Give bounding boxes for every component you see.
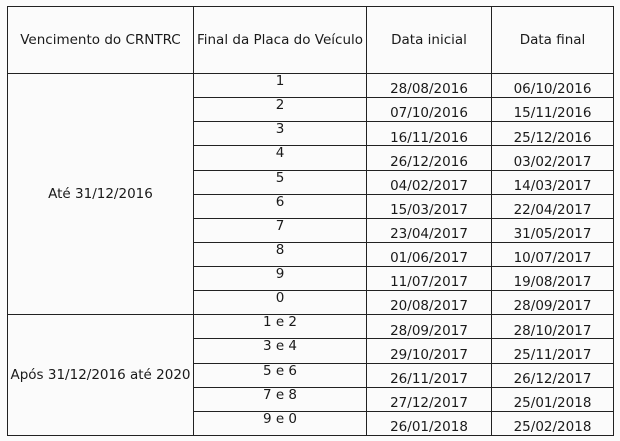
plate-final: 1	[194, 74, 367, 98]
start-date: 26/12/2016	[367, 146, 492, 170]
group-label: Após 31/12/2016 até 2020	[8, 315, 194, 436]
table-row	[8, 315, 614, 339]
plate-final: 2	[194, 98, 367, 122]
header-final-placa: Final da Placa do Veículo	[194, 7, 367, 74]
start-date: 27/12/2017	[367, 387, 492, 411]
plate-final: 1 e 2	[194, 315, 367, 339]
start-date: 23/04/2017	[367, 218, 492, 242]
plate-final: 9	[194, 267, 367, 291]
start-date: 04/02/2017	[367, 170, 492, 194]
start-date: 26/11/2017	[367, 363, 492, 387]
end-date: 31/05/2017	[492, 218, 614, 242]
end-date: 22/04/2017	[492, 194, 614, 218]
end-date: 06/10/2016	[492, 74, 614, 98]
start-date: 26/01/2018	[367, 411, 492, 435]
end-date: 28/10/2017	[492, 315, 614, 339]
end-date: 28/09/2017	[492, 291, 614, 315]
plate-final: 3 e 4	[194, 339, 367, 363]
start-date: 15/03/2017	[367, 194, 492, 218]
table-row	[8, 74, 614, 98]
start-date: 29/10/2017	[367, 339, 492, 363]
start-date: 01/06/2017	[367, 242, 492, 266]
plate-final: 9 e 0	[194, 411, 367, 435]
start-date: 28/08/2016	[367, 74, 492, 98]
end-date: 15/11/2016	[492, 98, 614, 122]
start-date: 20/08/2017	[367, 291, 492, 315]
header-data-inicial: Data inicial	[367, 7, 492, 74]
header-data-final: Data final	[492, 7, 614, 74]
end-date: 03/02/2017	[492, 146, 614, 170]
plate-final: 5	[194, 170, 367, 194]
end-date: 25/11/2017	[492, 339, 614, 363]
start-date: 28/09/2017	[367, 315, 492, 339]
end-date: 25/12/2016	[492, 122, 614, 146]
plate-final: 7	[194, 218, 367, 242]
header-vencimento: Vencimento do CRNTRC	[8, 7, 194, 74]
plate-final: 7 e 8	[194, 387, 367, 411]
plate-final: 0	[194, 291, 367, 315]
start-date: 16/11/2016	[367, 122, 492, 146]
start-date: 07/10/2016	[367, 98, 492, 122]
end-date: 10/07/2017	[492, 242, 614, 266]
start-date: 11/07/2017	[367, 267, 492, 291]
plate-final: 3	[194, 122, 367, 146]
end-date: 25/02/2018	[492, 411, 614, 435]
plate-final: 8	[194, 242, 367, 266]
plate-final: 6	[194, 194, 367, 218]
group-label: Até 31/12/2016	[8, 74, 194, 315]
end-date: 25/01/2018	[492, 387, 614, 411]
end-date: 26/12/2017	[492, 363, 614, 387]
end-date: 14/03/2017	[492, 170, 614, 194]
plate-final: 4	[194, 146, 367, 170]
crntrc-schedule-table	[7, 6, 614, 436]
header-row	[8, 7, 614, 74]
end-date: 19/08/2017	[492, 267, 614, 291]
plate-final: 5 e 6	[194, 363, 367, 387]
